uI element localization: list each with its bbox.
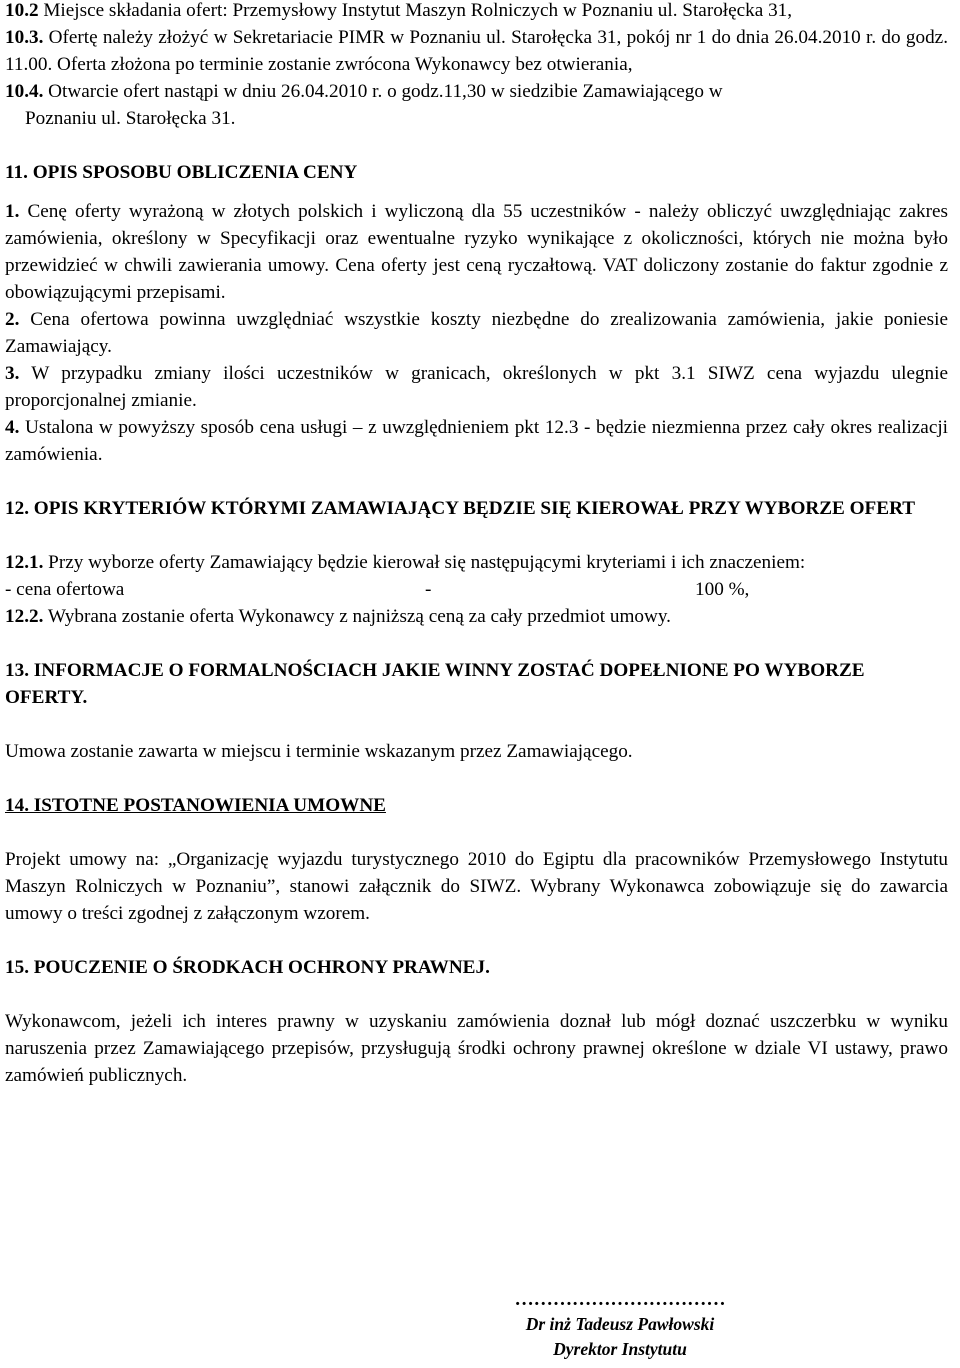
item-text: Otwarcie ofert nastąpi w dniu 26.04.2010 r. o godz.11,30 w siedzibie Zamawiającego w: [43, 81, 723, 102]
item-10-2: [5, 0, 948, 24]
section-11-heading: 11. OPIS SPOSOBU OBLICZENIA CENY: [5, 162, 358, 183]
criterion-row: [5, 576, 948, 603]
criterion-weight: 100 %,: [695, 579, 750, 600]
item-12-2: [5, 603, 948, 630]
item-text: Miejsce składania ofert: Przemysłowy Instytut Maszyn Rolniczych w Poznaniu ul. Starołęcka 31,: [38, 0, 793, 21]
section-13-heading: 13. INFORMACJE O FORMALNOŚCIACH JAKIE WINNY ZOSTAĆ DOPEŁNIONE PO WYBORZE OFERTY.: [5, 660, 865, 708]
item-text: Cena ofertowa powinna uwzględniać wszystkie koszty niezbędne do zrealizowania zamówienia, jakie poniesie Zamawiający.: [5, 309, 948, 357]
item-text: Wybrana zostanie oferta Wykonawcy z najniższą ceną za cały przedmiot umowy.: [43, 606, 671, 627]
item-text: Cenę oferty wyrażoną w złotych polskich i wyliczoną dla 55 uczestników - należy obliczyć uwzględniając zakres zamówienia, określony w Specyfikacji oraz ewentualne ryzyko wynikające z okoliczności, których nie można było przewidzieć w chwili zawierania umowy. Cena oferty jest ceną ryczałtową. VAT doliczony zostanie do faktur zgodnie z obowiązującymi przepisami.: [5, 201, 948, 303]
section-14-text: Projekt umowy na: „Organizację wyjazdu turystycznego 2010 do Egiptu dla pracowników Przemysłowego Instytutu Maszyn Rolniczych w Poznaniu”, stanowi załącznik do SIWZ. Wybrany Wykonawca zobowiązuje się do zawarcia umowy o treści zgodnej z załączonym wzorem.: [5, 849, 948, 924]
item-text: Ofertę należy złożyć w Sekretariacie PIMR w Poznaniu ul. Starołęcka 31, pokój nr 1 do dnia 26.04.2010 r. do godz. 11.00. Oferta złożona po terminie zostanie zwrócona Wykonawcy bez otwierania,: [5, 27, 948, 75]
section-13-text: Umowa zostanie zawarta w miejscu i terminie wskazanym przez Zamawiającego.: [5, 741, 633, 762]
item-number: 4.: [5, 417, 20, 438]
signatory-title: Dyrektor Instytutu: [553, 1339, 687, 1359]
signatory-name: Dr inż Tadeusz Pawłowski: [525, 1314, 715, 1334]
item-number: 3.: [5, 363, 20, 384]
item-text: Ustalona w powyższy sposób cena usługi – z uwzględnieniem pkt 12.3 - będzie niezmienna przez cały okres realizacji zamówienia.: [5, 417, 948, 465]
item-10-4: [5, 78, 948, 105]
item-text: Przy wyborze oferty Zamawiający będzie kierował się następującymi kryteriami i ich znaczeniem:: [43, 552, 806, 573]
item-text: W przypadku zmiany ilości uczestników w granicach, określonych w pkt 3.1 SIWZ cena wyjazdu ulegnie proporcjonalnej zmianie.: [5, 363, 948, 411]
section-15-heading: 15. POUCZENIE O ŚRODKACH OCHRONY PRAWNEJ.: [5, 957, 490, 978]
item-number: 1.: [5, 201, 20, 222]
item-12-1: [5, 549, 948, 576]
criterion-label: - cena ofertowa: [5, 579, 125, 600]
item-10-4-continuation: Poznaniu ul. Starołęcka 31.: [25, 108, 236, 129]
item-11-3: [5, 360, 948, 414]
item-number: 2.: [5, 309, 20, 330]
item-number: 12.2.: [5, 606, 44, 627]
item-number: 10.2: [5, 0, 39, 21]
item-11-4: [5, 414, 948, 468]
signature-block: [420, 1290, 820, 1362]
section-12-heading: 12. OPIS KRYTERIÓW KTÓRYMI ZAMAWIAJĄCY BĘDZIE SIĘ KIEROWAŁ PRZY WYBORZE OFERT: [5, 498, 916, 519]
criterion-dash: -: [425, 579, 432, 600]
section-14-heading: 14. ISTOTNE POSTANOWIENIA UMOWNE: [5, 795, 386, 816]
item-10-3: [5, 24, 948, 78]
item-number: 12.1.: [5, 552, 44, 573]
item-11-1: [5, 198, 948, 306]
item-11-2: [5, 306, 948, 360]
section-15-text: Wykonawcom, jeżeli ich interes prawny w uzyskaniu zamówienia doznał lub mógł doznać uszczerbku w wyniku naruszenia przez Zamawiającego przepisów, przysługują środki ochrony prawnej określone w dziale VI ustawy, prawo zamówień publicznych.: [5, 1011, 948, 1086]
item-number: 10.3.: [5, 27, 44, 48]
signature-line: ……………………………: [514, 1289, 726, 1310]
item-number: 10.4.: [5, 81, 44, 102]
